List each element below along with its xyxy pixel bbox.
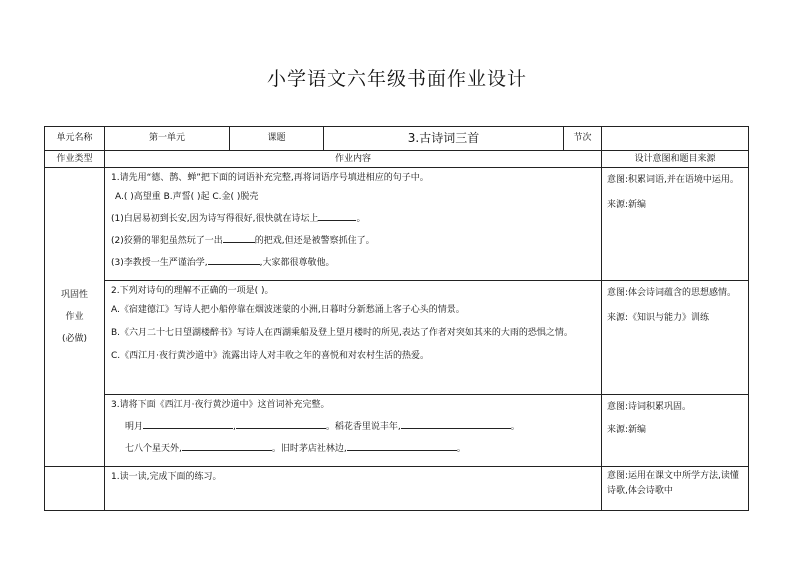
column-content: 作业内容 [105, 151, 602, 168]
task-text: 稻花香里说丰年, [334, 422, 401, 432]
task-text: 。旧时茅店社林边, [271, 444, 347, 454]
column-type: 作业类型 [45, 151, 105, 168]
task-content [105, 467, 602, 511]
unit-label: 单元名称 [45, 127, 105, 151]
task-line: A.《宿建德江》写诗人把小船停靠在烟波迷蒙的小洲,日暮时分新愁涌上客子心头的情景。 [111, 305, 465, 315]
task-row [45, 281, 749, 395]
task-line: 2.下列对诗句的理解不正确的一项是( )。 [111, 286, 274, 296]
task-content [105, 281, 602, 395]
task-text: (1)白居易初到长安,因为诗写得很好,很快就在诗坛上 [111, 214, 319, 224]
intent-cell [602, 395, 749, 467]
column-intent: 设计意图和题目来源 [602, 151, 749, 168]
task-content [105, 395, 602, 467]
task-text: (3)李教授一生严谨治学, [111, 258, 208, 268]
task-line: (1)白居易初到长安,因为诗写得很好,很快就在诗坛上 。 [111, 210, 595, 226]
task-line: C.《西江月·夜行黄沙道中》流露出诗人对丰收之年的喜悦和对农村生活的热爱。 [111, 351, 430, 361]
task-line: 1.读一读,完成下面的练习。 [111, 472, 222, 482]
task-text: 的把戏,但还是被警察抓住了。 [254, 236, 375, 246]
header-row [45, 127, 749, 151]
task-text: 七八个星天外, [125, 444, 182, 454]
task-line: 1.请先用“德、鹊、蝉”把下面的词语补充完整,再将词语序号填进相应的句子中。 [111, 173, 429, 183]
lesson-label: 课题 [230, 127, 324, 151]
task-row [45, 467, 749, 511]
lesson-value: 3.古诗词三首 [324, 127, 564, 151]
task-line [111, 232, 595, 248]
answer-blank[interactable] [318, 210, 356, 221]
task-row [45, 168, 749, 281]
unit-value: 第一单元 [105, 127, 230, 151]
source-text: 来源:新编 [607, 200, 647, 210]
intent-text: 意图:运用在课文中所学方法,读懂诗歌,体会诗歌中 [607, 471, 739, 496]
task-line: A.( )高望重 B.声誓( )起 C.金( )脱壳 [115, 192, 259, 202]
intent-cell [602, 168, 749, 281]
period-value [602, 127, 749, 151]
answer-blank[interactable] [223, 232, 255, 243]
answer-blank[interactable] [347, 440, 457, 451]
category-cell [45, 168, 105, 467]
category-line: 作业 [65, 312, 84, 322]
page-title: 小学语文六年级书面作业设计 [266, 68, 527, 90]
homework-design-table [44, 126, 749, 511]
intent-cell [602, 467, 749, 511]
category-line: (必做) [61, 334, 88, 344]
task-line: 七八个星天外, 。旧时茅店社林边, 。 [111, 440, 595, 456]
task-content [105, 168, 602, 281]
category-line: 巩固性 [60, 290, 88, 300]
intent-text: 意图:体会诗词蕴含的思想感情。 [607, 288, 737, 298]
task-line: 3.请将下面《西江月·夜行黄沙道中》这首词补充完整。 [111, 400, 330, 410]
source-text: 来源:《知识与能力》训练 [607, 313, 710, 323]
task-line: B.《六月二十七日望湖楼醉书》写诗人在西湖乘船及登上望月楼时的所见,表达了作者对突如其来的大雨的恐惧之情。 [111, 328, 573, 338]
intent-cell [602, 281, 749, 395]
source-text: 来源:新编 [607, 425, 647, 435]
task-text: ,大家都很尊敬他。 [259, 258, 335, 268]
answer-blank[interactable] [182, 440, 272, 451]
task-row [45, 395, 749, 467]
answer-blank[interactable] [401, 418, 511, 429]
category-cell [45, 467, 105, 511]
task-text: (2)狡猾的罪犯虽然玩了一出 [111, 236, 223, 246]
intent-text: 意图:诗词积累巩固。 [607, 402, 692, 412]
answer-blank[interactable] [143, 418, 233, 429]
task-line [111, 254, 595, 270]
column-header-row [45, 151, 749, 168]
intent-text: 意图:积累词语,并在语境中运用。 [607, 175, 739, 185]
task-line: 明月 , 。稻花香里说丰年, 。 [111, 418, 595, 434]
period-label: 节次 [564, 127, 602, 151]
answer-blank[interactable] [236, 418, 326, 429]
answer-blank[interactable] [208, 254, 260, 265]
task-text: 明月 [125, 422, 144, 432]
